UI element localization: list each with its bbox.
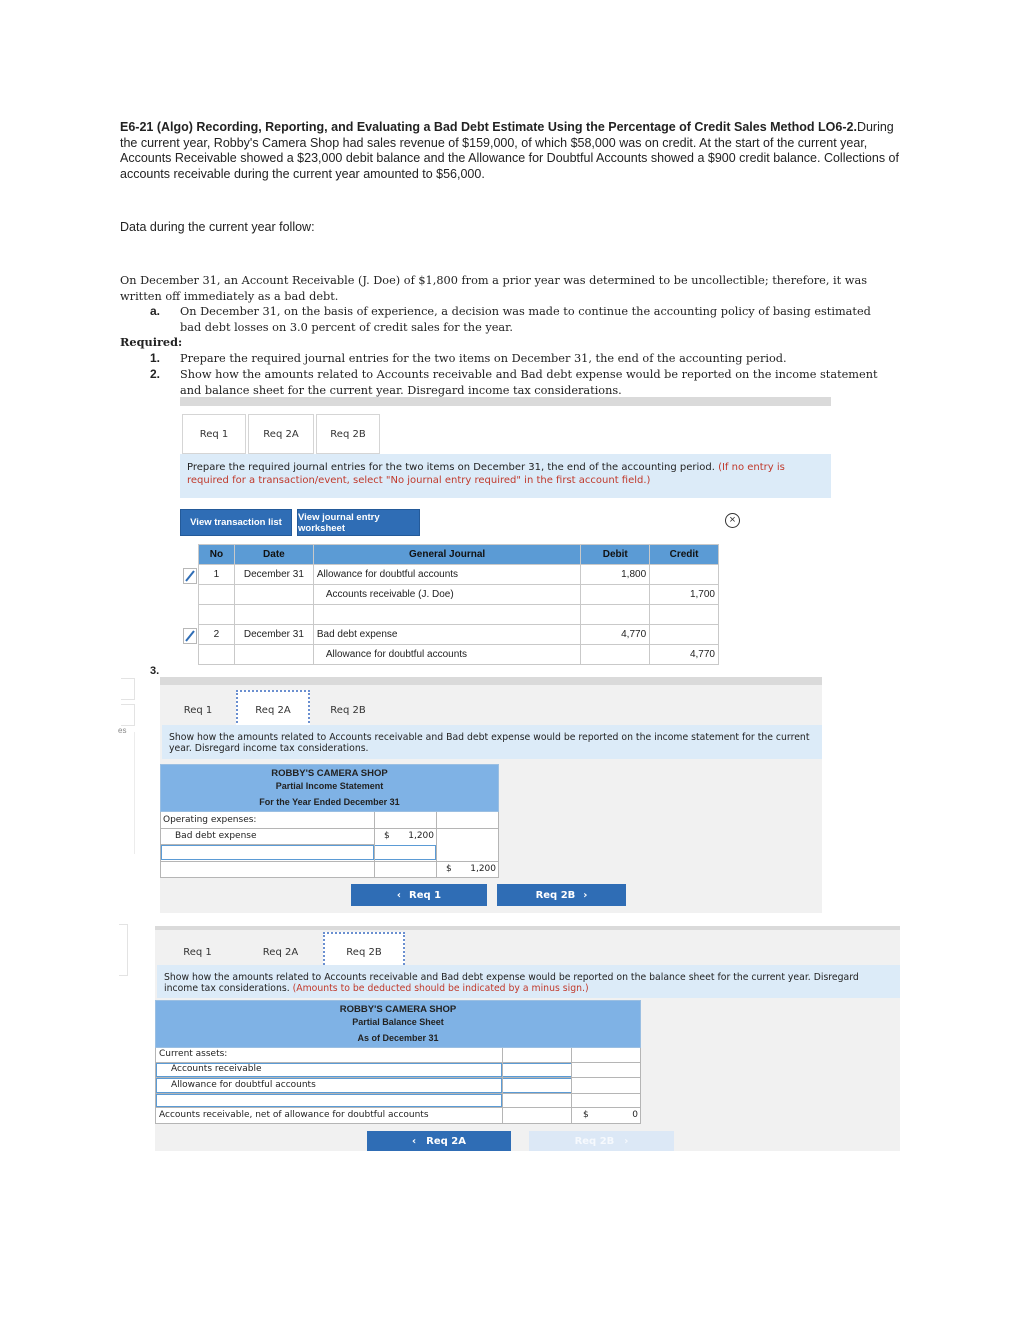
next-button-label: Req 2B: [535, 889, 576, 901]
entry-credit-account: Allowance for doubtful accounts: [313, 645, 580, 665]
empty-account-field[interactable]: [161, 845, 374, 860]
entry-no: 2: [199, 625, 235, 645]
edit-icon-entry-1[interactable]: [183, 568, 197, 584]
entry-debit-account: Allowance for doubtful accounts: [313, 565, 580, 585]
tab-req-1[interactable]: Req 1: [182, 414, 246, 454]
tab-req-2a[interactable]: Req 2A: [248, 414, 314, 454]
tab-req-1[interactable]: Req 1: [183, 946, 212, 958]
tab-req-2b[interactable]: Req 2B: [316, 414, 380, 454]
required-heading: Required:: [120, 335, 183, 349]
prev-req-2a-button[interactable]: [367, 1131, 511, 1151]
journal-table: [198, 544, 719, 665]
allowance-amount[interactable]: [502, 1078, 572, 1093]
accounts-receivable-amount[interactable]: [502, 1063, 572, 1077]
table-row: [199, 585, 719, 605]
col-credit: Credit: [650, 545, 719, 565]
panel1-instructions: [180, 454, 831, 498]
tab-req-1[interactable]: Req 1: [183, 704, 213, 716]
operating-expenses-label: Operating expenses:: [163, 815, 257, 825]
problem-title: [120, 120, 910, 182]
panel2-instructions: Show how the amounts related to Accounts receivable and Bad debt expense would be reported on the income statement for the current year. Disregard income tax considerations.: [162, 725, 822, 759]
entry-credit: 1,700: [650, 585, 719, 605]
tab-req-2a[interactable]: Req 2A: [262, 946, 299, 958]
chevron-right-icon: ›: [624, 1135, 629, 1147]
required-item-1: [150, 351, 892, 367]
entry-no: 1: [199, 565, 235, 585]
col-general-journal: General Journal: [313, 545, 580, 565]
chevron-right-icon: ›: [583, 889, 588, 901]
net-receivable-label: Accounts receivable, net of allowance for doubtful accounts: [159, 1110, 429, 1120]
empty-account-field[interactable]: [156, 1094, 502, 1107]
view-journal-entry-worksheet-button[interactable]: View journal entry worksheet: [297, 509, 420, 536]
entry-credit: 4,770: [650, 645, 719, 665]
prev-button-label: Req 2A: [426, 1135, 466, 1147]
side-fragment-box: [121, 704, 135, 726]
data-item-a: [150, 304, 890, 336]
table-row: [199, 645, 719, 665]
table-row: [199, 565, 719, 585]
problem-title-bold: E6-21 (Algo) Recording, Reporting, and Evaluating a Bad Debt Estimate Using the Percentage of Credit Sales Method LO6-2.: [120, 120, 857, 134]
dollar-sign: $: [384, 831, 390, 841]
entry-debit: 4,770: [581, 625, 650, 645]
table-row: [199, 625, 719, 645]
income-statement-header: [160, 764, 499, 812]
item-a-label: a.: [150, 304, 161, 318]
close-icon[interactable]: ×: [725, 513, 740, 528]
panel3-instructions: [157, 965, 900, 998]
next-button-label: Req 2B: [574, 1135, 615, 1147]
data-paragraph: On December 31, an Account Receivable (J. Doe) of $1,800 from a prior year was determined to be uncollectible; therefore, it was written off immediately as a bad debt.: [120, 274, 867, 303]
entry-debit-account: Bad debt expense: [313, 625, 580, 645]
entry-credit-account: Accounts receivable (J. Doe): [313, 585, 580, 605]
panel1-instruction-text: Prepare the required journal entries for the two items on December 31, the end of the accounting period.: [187, 462, 715, 473]
item-a-text: On December 31, on the basis of experience, a decision was made to continue the accounting policy of basing estimated bad debt losses on 3.0 percent of credit sales for the year.: [180, 305, 871, 334]
panel1-instruction-note: (If no entry is required for a transaction/event, select "No journal entry required" in the first account field.): [187, 462, 785, 486]
required-item-2: [150, 367, 892, 399]
next-req-2b-button-disabled: [529, 1131, 674, 1151]
view-transaction-list-button[interactable]: View transaction list: [180, 509, 292, 536]
dollar-sign: $: [446, 864, 452, 874]
required-item-1-text: Prepare the required journal entries for the two items on December 31, the end of the accounting period.: [180, 352, 787, 365]
statement-name: Partial Balance Sheet: [352, 1017, 444, 1027]
statement-name: Partial Income Statement: [275, 781, 384, 791]
data-intro: Data during the current year follow:: [120, 220, 315, 234]
entry-date: December 31: [234, 565, 313, 585]
col-no: No: [199, 545, 235, 565]
prev-button-label: Req 1: [409, 889, 442, 901]
panel2-top-bar: [160, 677, 822, 685]
item-3-label: 3.: [150, 665, 160, 677]
col-debit: Debit: [581, 545, 650, 565]
dollar-sign: $: [583, 1110, 589, 1120]
current-assets-label: Current assets:: [159, 1049, 228, 1059]
chevron-left-icon: ‹: [396, 889, 402, 901]
problem-title-text: During the current year, Robby's Camera Shop had sales revenue of $159,000, of which $58,000 was on credit. At the start of the current year, Accounts Receivable showed a $23,000 debit balance and the Allowance for Doubtful Accounts showed a $900 credit balance. Collections of accounts receivable during the current year amounted to $56,000.: [120, 120, 899, 181]
edit-icon-entry-2[interactable]: [183, 628, 197, 644]
net-receivable-value[interactable]: 0: [632, 1110, 638, 1120]
bad-debt-expense-value[interactable]: 1,200: [408, 831, 434, 841]
required-item-2-num: 2.: [150, 367, 161, 381]
company-name: ROBBY'S CAMERA SHOP: [339, 1004, 457, 1015]
empty-amount-field[interactable]: [374, 845, 436, 860]
panel3-instruction-text: Show how the amounts related to Accounts receivable and Bad debt expense would be reported on the balance sheet for the current year. Disregard income tax considerations.: [164, 972, 859, 994]
bad-debt-expense-label: Bad debt expense: [175, 831, 257, 841]
side-fragment-box: [119, 924, 128, 976]
chevron-left-icon: ‹: [412, 1135, 417, 1147]
panel3-top-bar: [155, 926, 900, 930]
side-fragment-text: es: [118, 726, 127, 735]
required-item-1-num: 1.: [150, 351, 161, 365]
allowance-label: Allowance for doubtful accounts: [171, 1080, 316, 1090]
company-name: ROBBY'S CAMERA SHOP: [271, 768, 388, 779]
next-req-2b-button[interactable]: [497, 884, 626, 906]
prev-req-1-button[interactable]: [351, 884, 487, 906]
statement-period: As of December 31: [357, 1033, 439, 1043]
statement-period: For the Year Ended December 31: [259, 797, 400, 807]
col-date: Date: [234, 545, 313, 565]
tab-req-2b[interactable]: Req 2B: [330, 704, 366, 716]
tab-req-2a[interactable]: Req 2A: [236, 690, 310, 730]
total-value[interactable]: 1,200: [470, 864, 496, 874]
side-fragment-box: [121, 678, 135, 700]
panel1-top-bar: [180, 397, 831, 406]
entry-debit: 1,800: [581, 565, 650, 585]
side-fragment-box: [121, 732, 135, 854]
required-item-2-text: Show how the amounts related to Accounts receivable and Bad debt expense would be reported on the income statement and balance sheet for the current year. Disregard income tax considerations.: [180, 368, 878, 397]
accounts-receivable-label: Accounts receivable: [171, 1064, 262, 1074]
entry-date: December 31: [234, 625, 313, 645]
panel3-instruction-note: (Amounts to be deducted should be indicated by a minus sign.): [292, 983, 589, 994]
balance-sheet-header: [155, 1000, 641, 1048]
tab-req-2b[interactable]: Req 2B: [323, 932, 405, 972]
